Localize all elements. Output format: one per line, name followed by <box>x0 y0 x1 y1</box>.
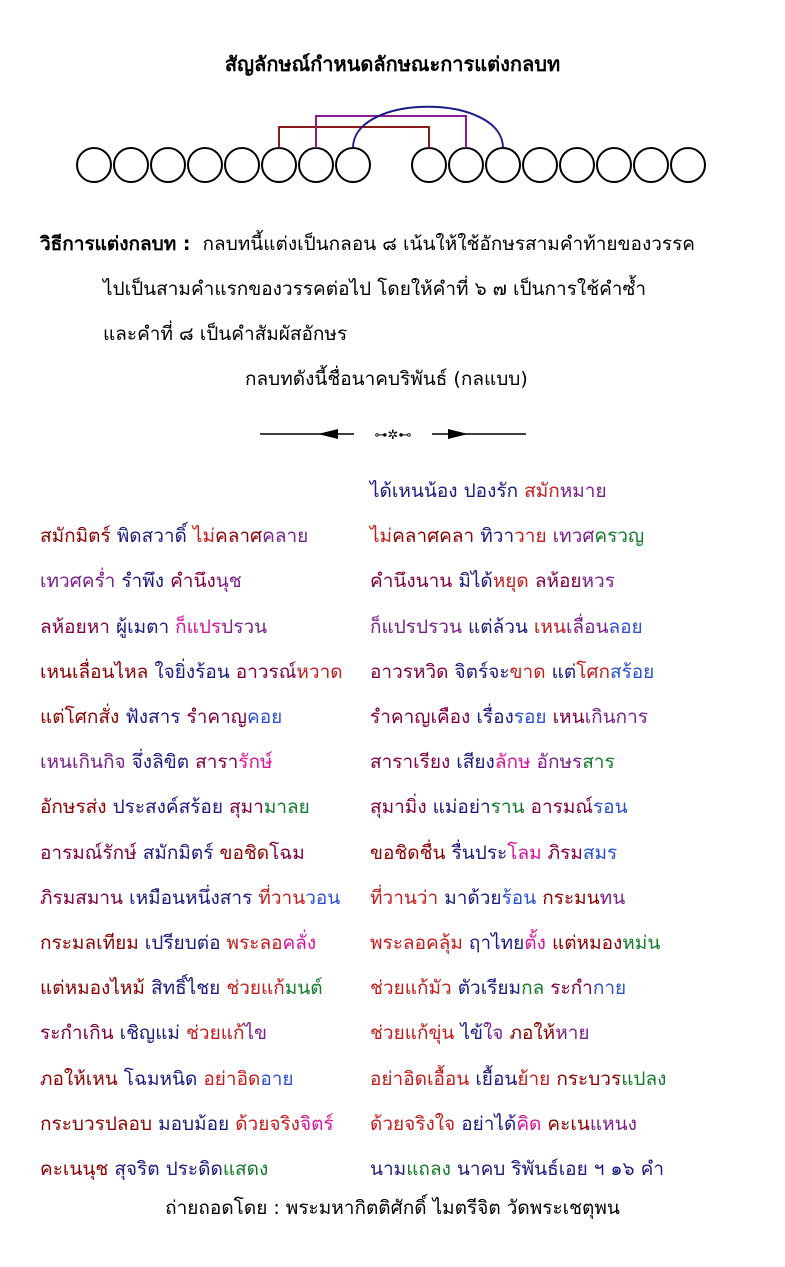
syllable-circle <box>225 148 259 182</box>
poem-line-right <box>370 973 626 1003</box>
poem-word: ย้าย <box>517 1068 557 1090</box>
syllable-circle <box>114 148 148 182</box>
poem-line-left <box>40 521 308 551</box>
poem-word: สาร <box>582 751 615 773</box>
poem-word: ขอชิด <box>219 842 270 864</box>
poem-word: ภอให้เหน <box>40 1068 124 1090</box>
poem-word: คลาศคลา <box>392 525 481 547</box>
poem-word: ที่วานว่า <box>370 887 445 909</box>
poem-word: หาย <box>555 1022 590 1044</box>
poem-word: มอบม้อย <box>158 1113 236 1135</box>
poem-line-left <box>40 838 305 868</box>
poem-word: อย่าอิด <box>203 1068 261 1090</box>
poem-word: เสียง <box>456 751 495 773</box>
poem-word: อารมณ์รักษ์ <box>40 842 143 864</box>
method-text-1: กลบทนี้แต่งเป็นกลอน ๘ เน้นให้ใช้อักษรสามคำท้ายของวรรค <box>202 233 696 255</box>
syllable-circle <box>671 148 705 182</box>
poem-line-left <box>40 747 272 777</box>
poem-word: นาม <box>370 1158 407 1180</box>
poem-word: ไข้ <box>460 1022 484 1044</box>
poem-line-right <box>370 838 617 868</box>
poem-word: สุมา <box>229 796 264 818</box>
poem-word: ลอย <box>608 616 643 638</box>
poem-word: คิด <box>516 1113 548 1135</box>
poem-line-right <box>370 747 615 777</box>
poem-word: ปรวน <box>221 616 268 638</box>
poem-word: รำพึง <box>121 570 171 592</box>
poem-word: รื่นประ <box>451 842 508 864</box>
poem-word: เหน <box>533 616 566 638</box>
poem-word: ระกำ <box>550 977 593 999</box>
poem-word: ไข <box>244 1022 267 1044</box>
poem-word: ก็แปร <box>175 616 222 638</box>
syllable-circle <box>151 148 185 182</box>
poem-word: รอย <box>513 706 553 728</box>
poem-word: ทิวา <box>480 525 515 547</box>
poem-word: ร้อน <box>501 887 543 909</box>
left-circle-group <box>77 148 370 182</box>
syllable-circle <box>336 148 370 182</box>
poem-word: สมัก <box>524 480 560 502</box>
link-line-7-to-2 <box>316 116 466 148</box>
credit-line: ถ่ายถอดโดย : พระมหากิตติศักดิ์ ไมตรีจิต วัดพระเชตุพน <box>165 1197 620 1219</box>
poem-line-right <box>370 1018 590 1048</box>
poem-word: โลม <box>507 842 548 864</box>
poem-word: หยุด <box>492 570 535 592</box>
poem-word: ใจยิ่งร้อน <box>154 661 236 683</box>
poem-word: ลห้อยหา <box>40 616 116 638</box>
poem-line-right <box>370 566 615 596</box>
right-circle-group <box>412 148 705 182</box>
poem-line-left <box>40 657 343 687</box>
poem-word: อย่าอิดเอื้อน <box>370 1068 476 1090</box>
syllable-circle <box>77 148 111 182</box>
poem-word: ภิรมสมาน <box>40 887 130 909</box>
poem-word: คลาย <box>262 525 309 547</box>
poem-word: ครวญ <box>594 525 645 547</box>
poem-word: จิตร์จะ <box>454 661 510 683</box>
poem-word: มนต์ <box>284 977 323 999</box>
poem-word: คะเนนุช <box>40 1158 115 1180</box>
poem-word: หม่น <box>622 932 661 954</box>
poem-word: เหมือนหนึ่งสาร <box>129 887 259 909</box>
method-line-4: กลบทดังนี้ชื่อนาคบริพันธ์ (กลแบบ) <box>245 368 528 390</box>
poem-word: โศก <box>576 661 610 683</box>
poem-word: รอน <box>592 796 628 818</box>
poem-word: อาวรณ์ <box>235 661 297 683</box>
poem-word: คำนึงนาน <box>370 570 459 592</box>
poem-word: เรื่อง <box>476 706 514 728</box>
poem-word: ช่วยแก้ <box>186 1022 245 1044</box>
poem-word: วาย <box>514 525 553 547</box>
poem-word: มาลย <box>263 796 310 818</box>
poem-word: คลาศ <box>215 525 263 547</box>
poem-word: ไม่ <box>370 525 393 547</box>
poem-word: คลั่ง <box>282 932 317 954</box>
poem-line-left <box>40 1018 267 1048</box>
method-line-1 <box>40 222 695 267</box>
poem-line-left <box>40 1064 294 1094</box>
poem-word: เหน <box>552 706 585 728</box>
poem-word: คำนึง <box>170 570 216 592</box>
poem-word: เลื่อน <box>565 616 609 638</box>
poem-word: พิดสวาดิ์ <box>116 525 193 547</box>
poem-word: กระบวร <box>556 1068 622 1090</box>
poem-word: หวร <box>581 570 615 592</box>
poem-line-left <box>40 883 340 913</box>
poem-word: ก็แปรปรวน <box>370 616 468 638</box>
poem-word: วอน <box>305 887 341 909</box>
poem-word: เกินการ <box>584 706 648 728</box>
poem-line-right <box>370 476 607 506</box>
poem-word: ด้วยจริงใจ <box>370 1113 462 1135</box>
poem-word: พระลอ <box>226 932 283 954</box>
poem-line-left <box>40 1109 334 1139</box>
poem-word: แสดง <box>222 1158 269 1180</box>
poem-word: ที่วาน <box>258 887 306 909</box>
poem-line-left <box>40 928 316 958</box>
poem-word: ตัวเรียม <box>457 977 522 999</box>
poem-line-right <box>370 612 643 642</box>
poem-line-right <box>370 1154 664 1184</box>
poem-word: สมร <box>582 842 618 864</box>
poem-word: สุจริต <box>114 1158 166 1180</box>
poem-word: มิตร์ <box>75 525 117 547</box>
syllable-circle <box>486 148 520 182</box>
poem-word: คะเน <box>547 1113 590 1135</box>
poem-word: แม่อย่า <box>432 796 491 818</box>
poem-word: รำคาญเคือง <box>370 706 477 728</box>
poem-word: คอย <box>246 706 283 728</box>
poem-word: เยื้อน <box>475 1068 518 1090</box>
poem-word: กล <box>521 977 551 999</box>
poem-line-right <box>370 1109 637 1139</box>
syllable-circle <box>560 148 594 182</box>
poem-word: ภอให้ <box>509 1022 556 1044</box>
poem-word: อักษรส่ง <box>40 796 113 818</box>
ornament-divider <box>258 424 528 444</box>
poem-word: ฟังสาร <box>125 706 187 728</box>
poem-word: รักษ์ <box>238 751 273 773</box>
poem-line-right <box>370 521 644 551</box>
method-label: วิธีการแต่งกลบท : <box>40 233 191 255</box>
poem-word: ราน <box>490 796 531 818</box>
poem-word: อย่าได้ <box>461 1113 517 1135</box>
page-title: สัญลักษณ์กำหนดลักษณะการแต่งกลบท <box>224 52 561 76</box>
poem-word: ฤาไทย <box>468 932 525 954</box>
syllable-circle <box>523 148 557 182</box>
poem-word: ประสงค์สร้อย <box>112 796 230 818</box>
poem-word: นาคบ ริพันธ์เอย ฯ ๑๖ คำ <box>456 1158 665 1180</box>
poem-word: หมาย <box>559 480 607 502</box>
poem-word: ระกำเกิน <box>40 1022 120 1044</box>
poem-word: กระมลเทียม <box>40 932 145 954</box>
poem-word: สมัก <box>40 525 76 547</box>
poem-word: มิได้ <box>458 570 493 592</box>
poem-line-right <box>370 702 648 732</box>
poem-line-left <box>40 702 282 732</box>
poem-word: รำคาญ <box>186 706 247 728</box>
poem-word: แต่หมอง <box>551 932 623 954</box>
poem-word: แถลง <box>406 1158 457 1180</box>
poem-line-left <box>40 973 323 1003</box>
poem-word: ช่วยแก้ขุ่น <box>370 1022 461 1044</box>
poem-word: โฉมหนิด <box>123 1068 204 1090</box>
poem-word: แต่ <box>551 661 577 683</box>
poem-word: ตั้ง <box>524 932 552 954</box>
poem-word: สุมามิ่ง <box>370 796 433 818</box>
poem-word: ขอชิดชื่น <box>370 842 452 864</box>
poem-word: โฉม <box>269 842 305 864</box>
poem-word: ด้วยจริง <box>235 1113 300 1135</box>
syllable-circle <box>412 148 446 182</box>
poem-word: ผู้เมตา <box>115 616 176 638</box>
poem-word: ทน <box>599 887 626 909</box>
syllable-circle <box>449 148 483 182</box>
poem-word: นุช <box>215 570 242 592</box>
poem-word: แต่โศกสั่ง <box>40 706 126 728</box>
poem-word: เชิญแม่ <box>119 1022 186 1044</box>
poem-line-right <box>370 883 625 913</box>
poem-word: พระลอคลุ้ม <box>370 932 469 954</box>
svg-text:⊶✲⊷: ⊶✲⊷ <box>374 428 412 443</box>
poem-word: ช่วยแก้มัว <box>370 977 458 999</box>
syllable-circle <box>299 148 333 182</box>
poem-word: มาด้วย <box>444 887 502 909</box>
poem-line-right <box>370 792 628 822</box>
poem-word: แต่ล้วน <box>467 616 534 638</box>
poem-word: สร้อย <box>609 661 655 683</box>
poem-word: เทวศ <box>552 525 595 547</box>
poem-word: อารมณ์ <box>530 796 593 818</box>
poem-word: เทวศคร่ำ <box>40 570 122 592</box>
method-line-3: และคำที่ ๘ เป็นคำสัมผัสอักษร <box>103 323 348 345</box>
poem-word: กาย <box>592 977 627 999</box>
poem-word: ช่วยแก้ <box>226 977 285 999</box>
syllable-circle <box>597 148 631 182</box>
poem-word: สมักมิตร์ <box>142 842 220 864</box>
poem-word: ประดิด <box>165 1158 223 1180</box>
poem-line-right <box>370 928 660 958</box>
method-line-2: ไปเป็นสามคำแรกของวรรคต่อไป โดยให้คำที่ ๖ ๗ เป็นการใช้คำซ้ำ <box>103 278 647 300</box>
poem-line-left <box>40 1154 268 1184</box>
poem-word: แหนง <box>589 1113 637 1135</box>
poem-word: อักษร <box>536 751 583 773</box>
poem-line-right <box>370 1064 666 1094</box>
rhyme-scheme-diagram <box>0 85 785 195</box>
poem-word: ใจ <box>483 1022 510 1044</box>
syllable-circle <box>634 148 668 182</box>
poem-word: จิตร์ <box>299 1113 334 1135</box>
poem-word: ไม่ <box>192 525 216 547</box>
poem-word: สาราเรียง <box>370 751 457 773</box>
poem-word: ได้เหนน้อง ปองรัก <box>370 480 525 502</box>
poem-line-left <box>40 792 310 822</box>
poem-word: อาย <box>260 1068 294 1090</box>
poem-word: ภิรม <box>547 842 583 864</box>
poem-word: อาวรหวิด <box>370 661 455 683</box>
poem-word: ลห้อย <box>534 570 582 592</box>
poem-word: หวาด <box>296 661 343 683</box>
poem-word: เหนเลื่อนไหล <box>40 661 155 683</box>
poem-line-left <box>40 612 267 642</box>
poem-word: สารา <box>195 751 239 773</box>
syllable-circle <box>188 148 222 182</box>
poem-line-right <box>370 657 654 687</box>
poem-word: กระบวรปลอบ <box>40 1113 159 1135</box>
poem-word: ลักษ <box>494 751 537 773</box>
poem-word: แปลง <box>621 1068 667 1090</box>
poem-word: ขาด <box>509 661 552 683</box>
poem-word: สิทธิ์ไชย <box>150 977 227 999</box>
poem-word: กระมน <box>542 887 600 909</box>
syllable-circle <box>262 148 296 182</box>
poem-word: เปรียบต่อ <box>144 932 227 954</box>
poem-word: จึ่งลิขิต <box>131 751 196 773</box>
poem-word: แต่หมองไหม้ <box>40 977 151 999</box>
poem-line-left <box>40 566 242 596</box>
poem-word: เหนเกินกิจ <box>40 751 132 773</box>
